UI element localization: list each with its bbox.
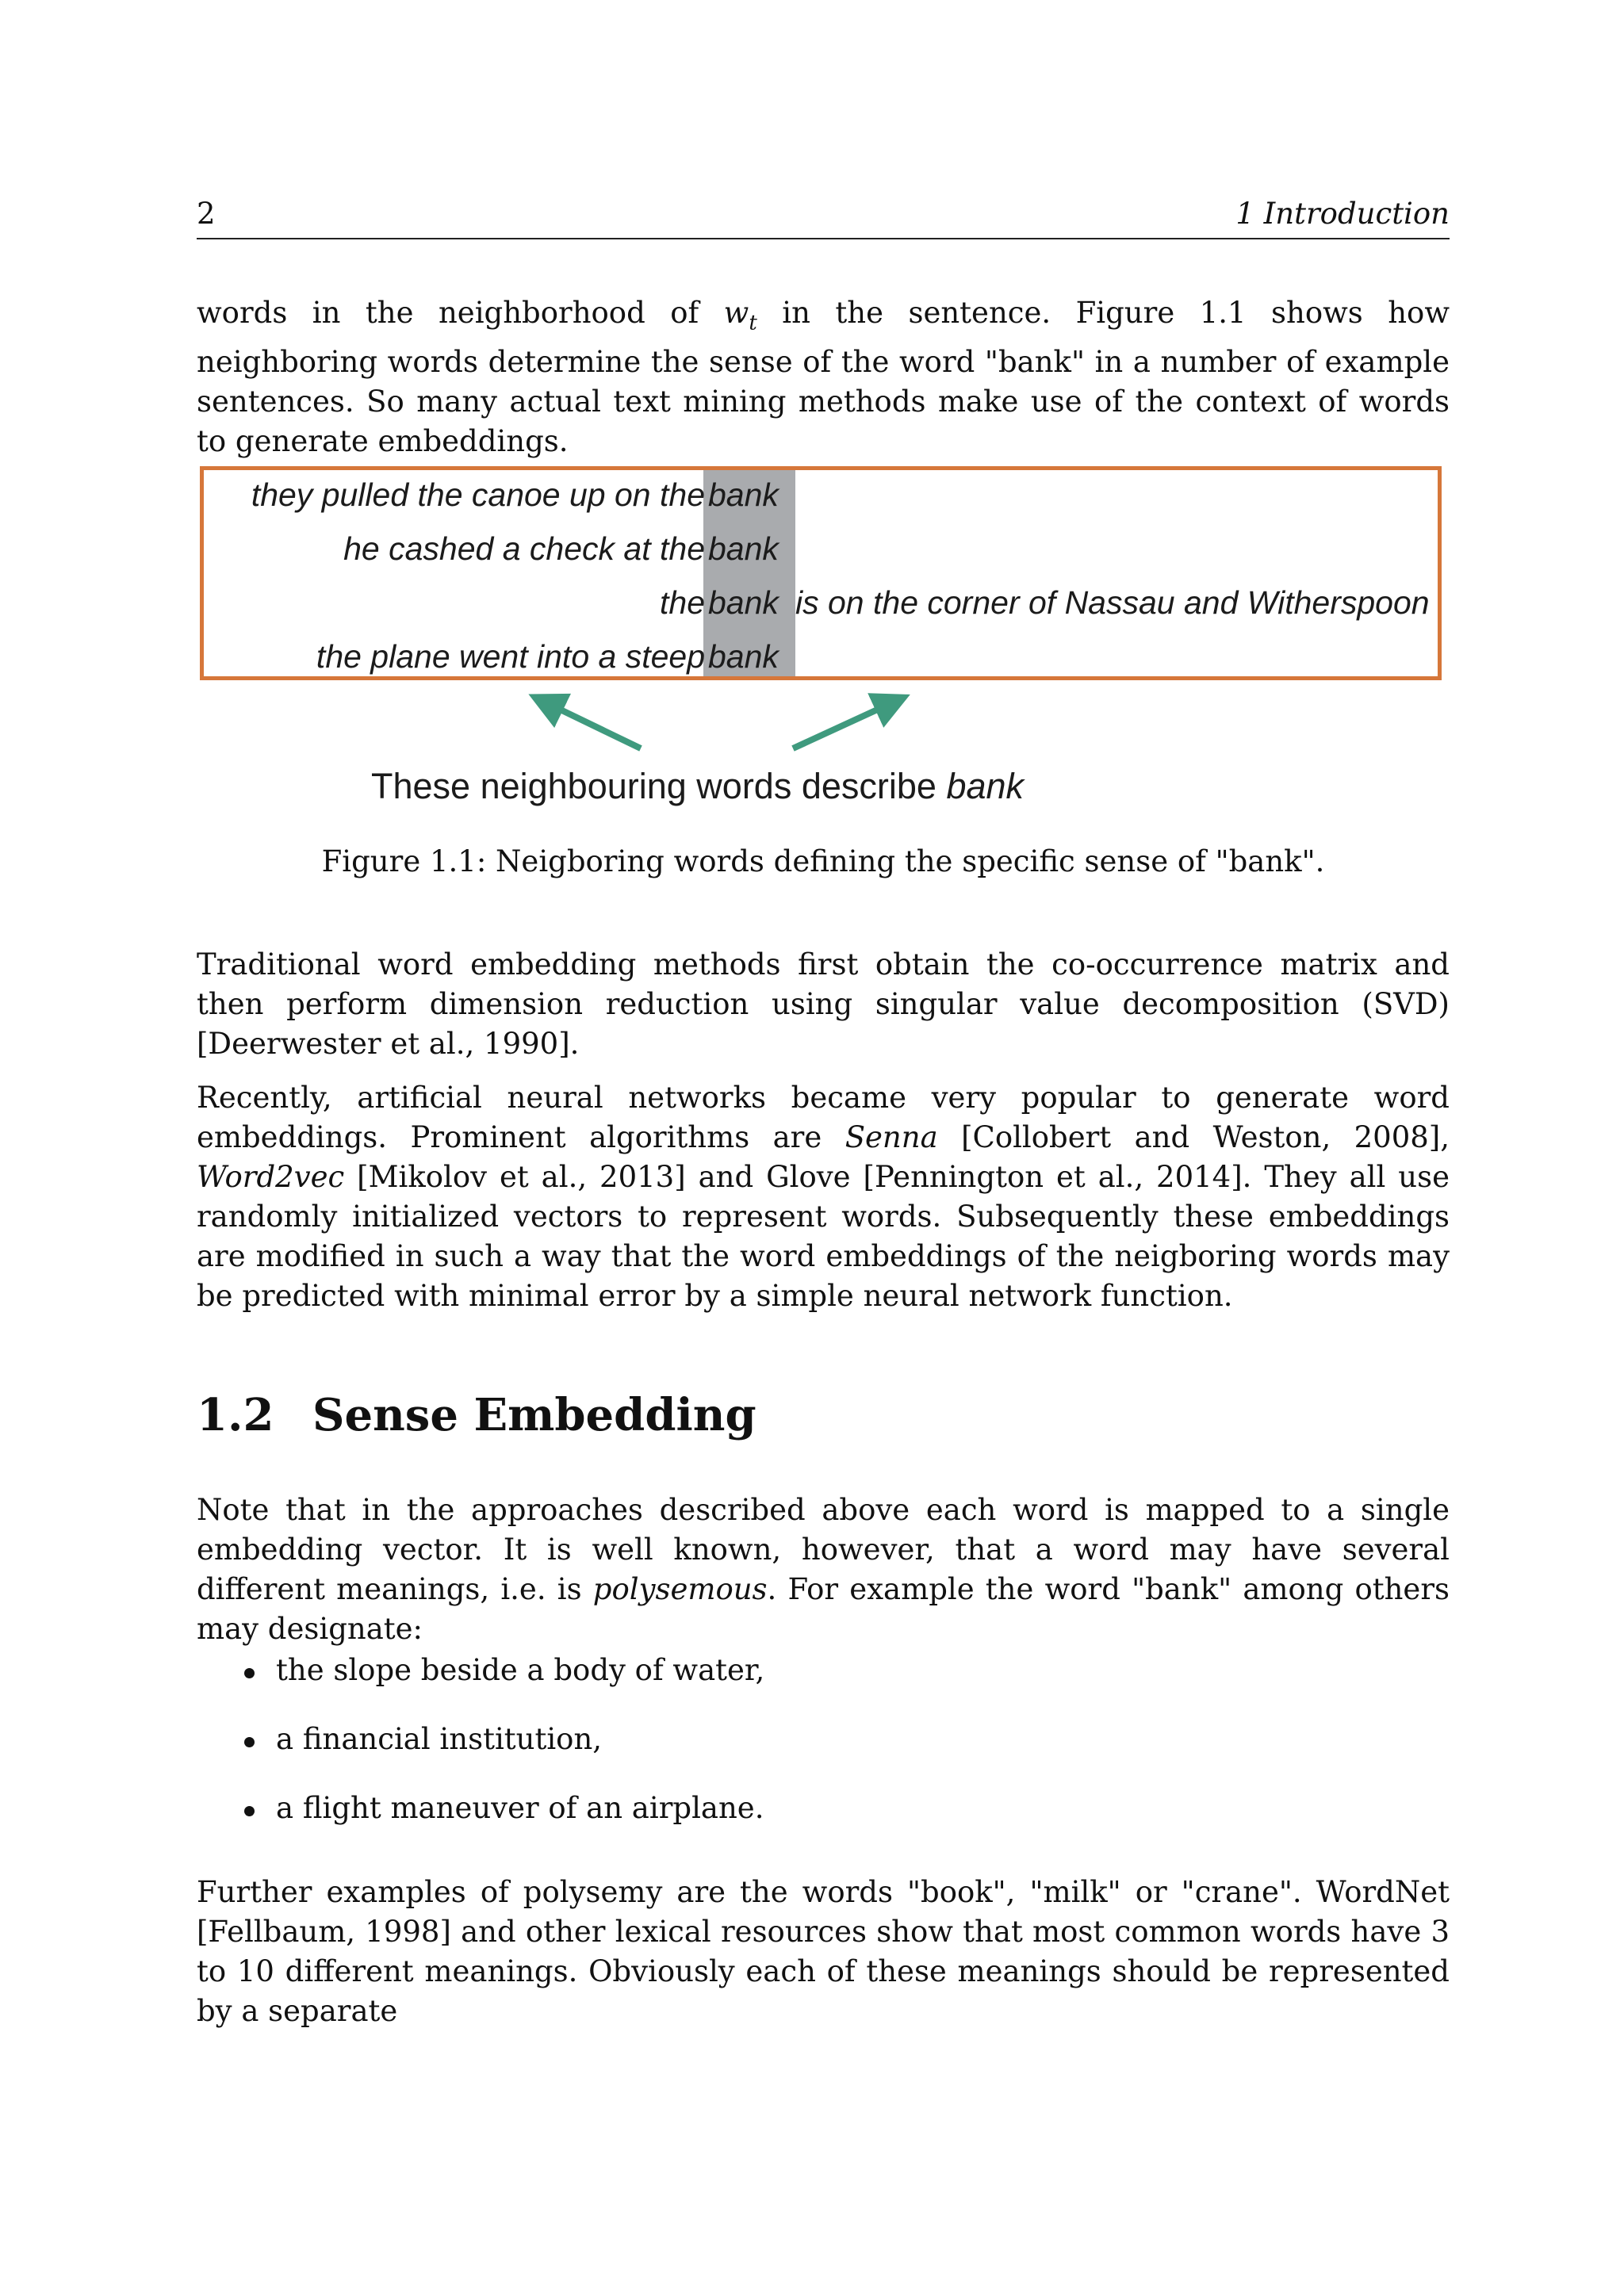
sentence-left-text: the plane went into a steep (316, 638, 705, 675)
running-header (197, 193, 1450, 239)
text-span: Recently, artificial neural networks became very popular to generate word embeddings. Prominent algorithms are (197, 1081, 1450, 1154)
text-span: Note that in the approaches described above each word is mapped to a single embedding vector. It is well known, however, that a word may have several different meanings, i.e. is (197, 1493, 1450, 1606)
text-span: . For example the word "bank" among others may designate: (197, 1572, 1450, 1646)
figure-sentence-left (204, 637, 705, 676)
emphasis-word2vec: Word2vec (197, 1160, 345, 1194)
paragraph-neural (197, 1078, 1450, 1316)
bullet-icon (244, 1806, 255, 1816)
paragraph-wordnet: Further examples of polysemy are the words "book", "milk" or "crane". WordNet [Fellbaum, 1998] and other lexical resources show that most common words have 3 to 10 different meanings. Obviously each of these meanings should be represented by a separate (197, 1875, 1450, 2028)
sentence-left-text: they pulled the canoe up on the (251, 476, 705, 513)
emphasis-senna: Senna (845, 1120, 938, 1154)
figure-sentence-left (204, 583, 705, 622)
figure-caption: Figure 1.1: Neigboring words defining the specific sense of "bank". (321, 844, 1325, 878)
paragraph-context (197, 293, 1450, 461)
figure-bank-word: bank (708, 584, 779, 621)
figure-bank-word: bank (708, 530, 779, 567)
paragraph-polysemy (197, 1490, 1450, 1649)
sentence-left-text: the (660, 584, 705, 621)
bullet-icon (244, 1668, 255, 1678)
list-item (197, 1651, 1450, 1720)
list-item-text: a financial institution, (276, 1722, 603, 1756)
math-var-base: w (723, 296, 749, 330)
text-span: in the sentence. Figure 1.1 shows how neighboring words determine the sense of the word "bank" in a number of example sentences. So many actual text mining methods make use of the context of words to generate embeddings. (197, 296, 1450, 459)
paragraph-traditional: Traditional word embedding methods first obtain the co-occurrence matrix and then perform dimension reduction using singular value decomposition (SVD) [Deerwester et al., 1990]. (197, 947, 1450, 1061)
bullet-icon (244, 1737, 255, 1747)
section-title: Sense Embedding (312, 1389, 756, 1441)
running-title: 1 Introduction (1235, 197, 1450, 231)
right-arrow (793, 702, 893, 748)
list-item (197, 1789, 1450, 1858)
figure-bank-senses (197, 461, 1450, 818)
figure-annotation (371, 766, 1024, 807)
figure-bank-word: bank (708, 638, 779, 675)
text-span: [Collobert and Weston, 2008], (937, 1120, 1450, 1154)
text-span: words in the neighborhood of (197, 296, 724, 330)
section-heading (197, 1389, 756, 1441)
text-span: [Mikolov et al., 2013] and Glove [Pennington et al., 2014]. They all use randomly initialized vectors to represent words. Subsequently these embeddings are modified in such a way that the word embeddings of the neigboring words may be predicted with minimal error by a simple neural network function. (197, 1160, 1450, 1313)
figure-bank-word: bank (708, 476, 779, 513)
annotation-emphasis: bank (946, 766, 1025, 806)
figure-sentence-left (204, 529, 705, 568)
sentence-left-text: he cashed a check at the (343, 530, 705, 567)
list-item-text: a flight maneuver of an airplane. (276, 1791, 764, 1825)
left-arrow (546, 702, 641, 748)
page-number: 2 (197, 197, 216, 231)
emphasis-polysemous: polysemous (592, 1572, 768, 1606)
math-variable (723, 296, 757, 335)
annotation-text: These neighbouring words describe (371, 766, 947, 806)
math-var-subscript: t (749, 311, 757, 335)
bank-meanings-list (197, 1651, 1450, 1858)
figure-arrows (197, 680, 1450, 767)
figure-sentence-left (204, 475, 705, 515)
list-item (197, 1720, 1450, 1789)
figure-sentence-box (200, 466, 1442, 680)
list-item-text: the slope beside a body of water, (276, 1653, 765, 1687)
section-number: 1.2 (197, 1389, 274, 1441)
figure-sentence-right: is on the corner of Nassau and Witherspoon (795, 584, 1430, 621)
